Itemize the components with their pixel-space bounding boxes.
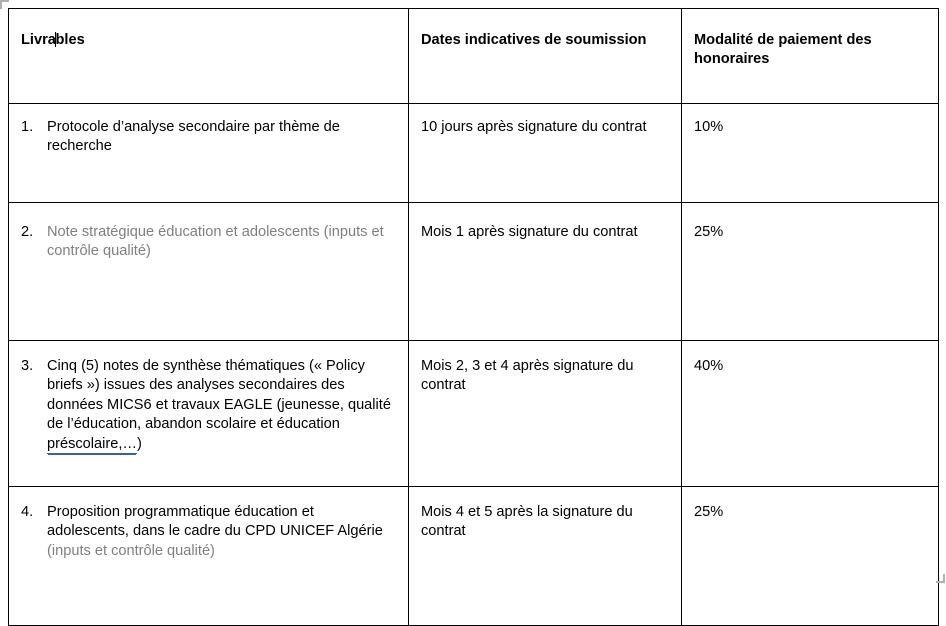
table-header-row (9, 9, 939, 104)
numbered-list-item (21, 357, 398, 454)
list-number: 2. (21, 224, 34, 240)
cell-payment[interactable] (682, 203, 939, 341)
payment-text: 25% (694, 504, 724, 520)
deliverable-tail-text: ) (137, 435, 142, 452)
cell-deliverable[interactable] (9, 203, 409, 341)
cell-dates[interactable] (409, 104, 682, 203)
deliverable-text (47, 118, 398, 157)
dates-text: Mois 4 et 5 après la signature du contrat (421, 504, 633, 540)
cell-dates[interactable] (409, 341, 682, 487)
deliverable-muted-text: Note stratégique éducation et adolescents (inputs et contrôle qualité) (47, 224, 384, 260)
deliverables-table (8, 8, 939, 626)
dates-text: Mois 1 après signature du contrat (421, 224, 638, 240)
dates-text: Mois 2, 3 et 4 après signature du contrat (421, 358, 634, 394)
table-resize-handle-icon[interactable] (936, 574, 945, 583)
header-cell-deliverables[interactable] (9, 9, 409, 104)
header-deliverables-before-caret: Livra (21, 32, 56, 48)
deliverable-smartlink[interactable]: préscolaire,… (47, 435, 138, 452)
payment-text: 40% (694, 358, 724, 374)
list-number: 1. (21, 119, 34, 135)
cell-deliverable[interactable] (9, 487, 409, 626)
cell-deliverable[interactable] (9, 104, 409, 203)
numbered-list-item (21, 223, 398, 262)
header-dates-label: Dates indicatives de soumission (421, 32, 647, 48)
cell-dates[interactable] (409, 487, 682, 626)
deliverable-text (47, 357, 398, 454)
table-row (9, 487, 939, 626)
cell-payment[interactable] (682, 341, 939, 487)
header-cell-dates[interactable] (409, 9, 682, 104)
cell-payment[interactable] (682, 487, 939, 626)
deliverable-muted-text: (inputs et contrôle qualité) (47, 542, 215, 559)
cell-dates[interactable] (409, 203, 682, 341)
table-row (9, 203, 939, 341)
cell-deliverable[interactable] (9, 341, 409, 487)
deliverable-main-text: Proposition programmatique éducation et adolescents, dans le cadre du CPD UNICEF Algérie (47, 504, 383, 540)
dates-text: 10 jours après signature du contrat (421, 119, 647, 135)
table-row (9, 104, 939, 203)
deliverable-main-text: Cinq (5) notes de synthèse thématiques (« Policy briefs ») issues des analyses secondaires des données MICS6 et travaux EAGLE (jeunesse, qualité de l’éducation, abandon scolaire et éducation (47, 358, 391, 433)
header-cell-payment[interactable] (682, 9, 939, 104)
list-number: 3. (21, 358, 34, 374)
list-number: 4. (21, 504, 34, 520)
cell-payment[interactable] (682, 104, 939, 203)
payment-text: 25% (694, 224, 724, 240)
numbered-list-item (21, 503, 398, 561)
numbered-list-item (21, 118, 398, 157)
header-deliverables-after-caret: bles (55, 32, 85, 48)
table-row (9, 341, 939, 487)
deliverable-text (47, 503, 398, 561)
header-payment-label: Modalité de paiement des honoraires (694, 32, 872, 68)
payment-text: 10% (694, 119, 724, 135)
deliverable-text (47, 223, 398, 262)
deliverable-main-text: Protocole d’analyse secondaire par thème de recherche (47, 119, 340, 155)
